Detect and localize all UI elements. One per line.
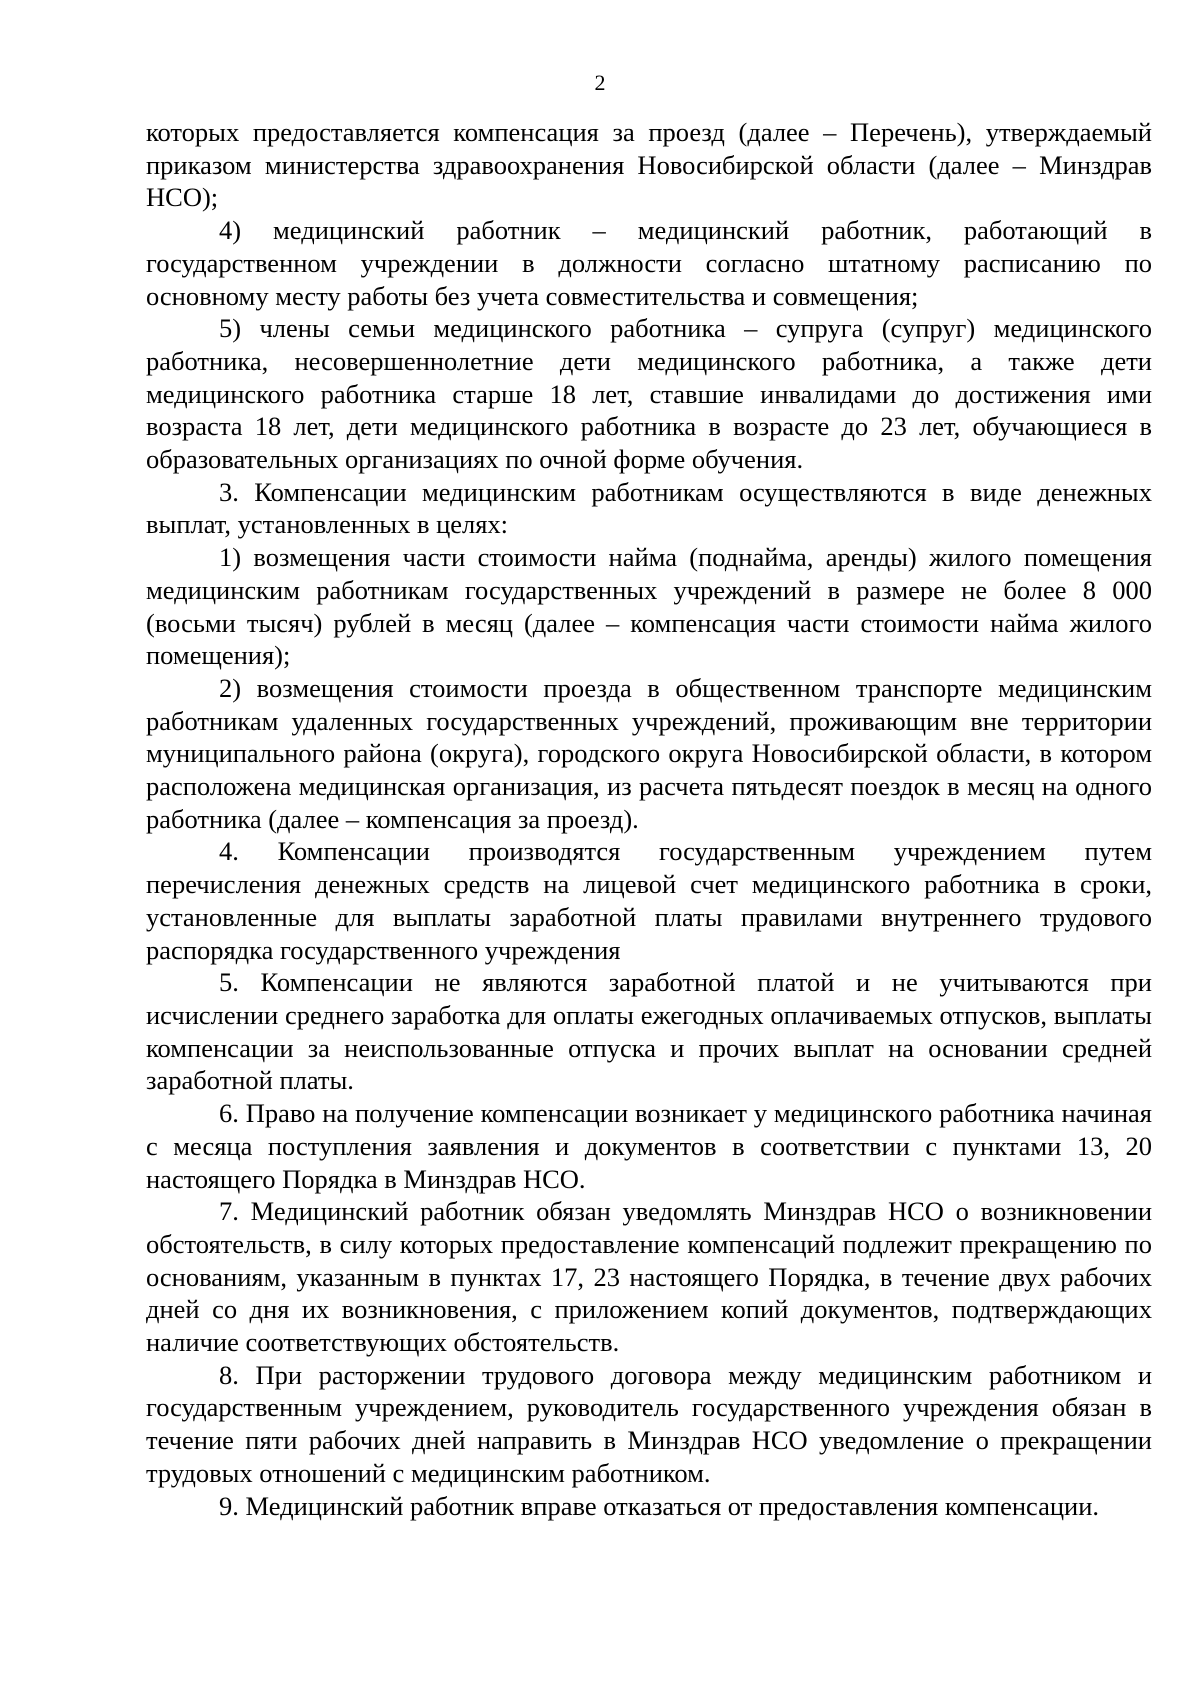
paragraph-section-3-item-1: 1) возмещения части стоимости найма (поднайма, аренды) жилого помещения медицинским работникам государственных учреждений в размере не более 8 000 (восьми тысяч) рублей в месяц (далее – компенсация части стоимости найма жилого помещения); xyxy=(146,542,1152,671)
paragraph-item-4-medical-worker: 4) медицинский работник – медицинский работник, работающий в государственном учреждении в должности согласно штатному расписанию по основному месту работы без учета совместительства и совмещения; xyxy=(146,215,1152,311)
page-number: 2 xyxy=(594,70,606,95)
paragraph-section-8: 8. При расторжении трудового договора между медицинским работником и государственным учреждением, руководитель государственного учреждения обязан в течение пяти рабочих дней направить в Минздрав НСО уведомление о прекращении трудовых отношений с медицинским работником. xyxy=(146,1359,1152,1488)
paragraph-item-5-family-members: 5) члены семьи медицинского работника – супруга (супруг) медицинского работника, несовершеннолетние дети медицинского работника, а также дети медицинского работника старше 18 лет, ставшие инвалидами до достижения ими возраста 18 лет, дети медицинского работника в возрасте до 23 лет, обучающиеся в образовательных организациях по очной форме обучения. xyxy=(146,313,1152,475)
paragraph-section-5: 5. Компенсации не являются заработной платой и не учитываются при исчислении среднего заработка для оплаты ежегодных оплачиваемых отпусков, выплаты компенсации за неиспользованные отпуска и прочих выплат на основании средней заработной платы. xyxy=(146,967,1152,1096)
paragraph-continuation: которых предоставляется компенсация за проезд (далее – Перечень), утверждаемый приказом министерства здравоохранения Новосибирской области (далее – Минздрав НСО); xyxy=(146,117,1152,213)
paragraph-section-6: 6. Право на получение компенсации возникает у медицинского работника начиная с месяца поступления заявления и документов в соответствии с пунктами 13, 20 настоящего Порядка в Минздрав НСО. xyxy=(146,1098,1152,1194)
paragraph-section-7: 7. Медицинский работник обязан уведомлять Минздрав НСО о возникновении обстоятельств, в силу которых предоставление компенсаций подлежит прекращению по основаниям, указанным в пунктах 17, 23 настоящего Порядка, в течение двух рабочих дней со дня их возникновения, с приложением копий документов, подтверждающих наличие соответствующих обстоятельств. xyxy=(146,1196,1152,1358)
paragraph-section-3-item-2: 2) возмещения стоимости проезда в общественном транспорте медицинским работникам удаленных государственных учреждений, проживающим вне территории муниципального района (округа), городского округа Новосибирской области, в котором расположена медицинская организация, из расчета пятьдесят поездок в месяц на одного работника (далее – компенсация за проезд). xyxy=(146,672,1152,834)
paragraph-section-9: 9. Медицинский работник вправе отказаться от предоставления компенсации. xyxy=(219,1490,1100,1521)
document-body xyxy=(146,116,1152,1522)
paragraph-section-4: 4. Компенсации производятся государственным учреждением путем перечисления денежных средств на лицевой счет медицинского работника в сроки, установленные для выплаты заработной платы правилами внутреннего трудового распорядка государственного учреждения xyxy=(146,836,1152,965)
paragraph-section-3: 3. Компенсации медицинским работникам осуществляются в виде денежных выплат, установленных в целях: xyxy=(146,476,1152,540)
